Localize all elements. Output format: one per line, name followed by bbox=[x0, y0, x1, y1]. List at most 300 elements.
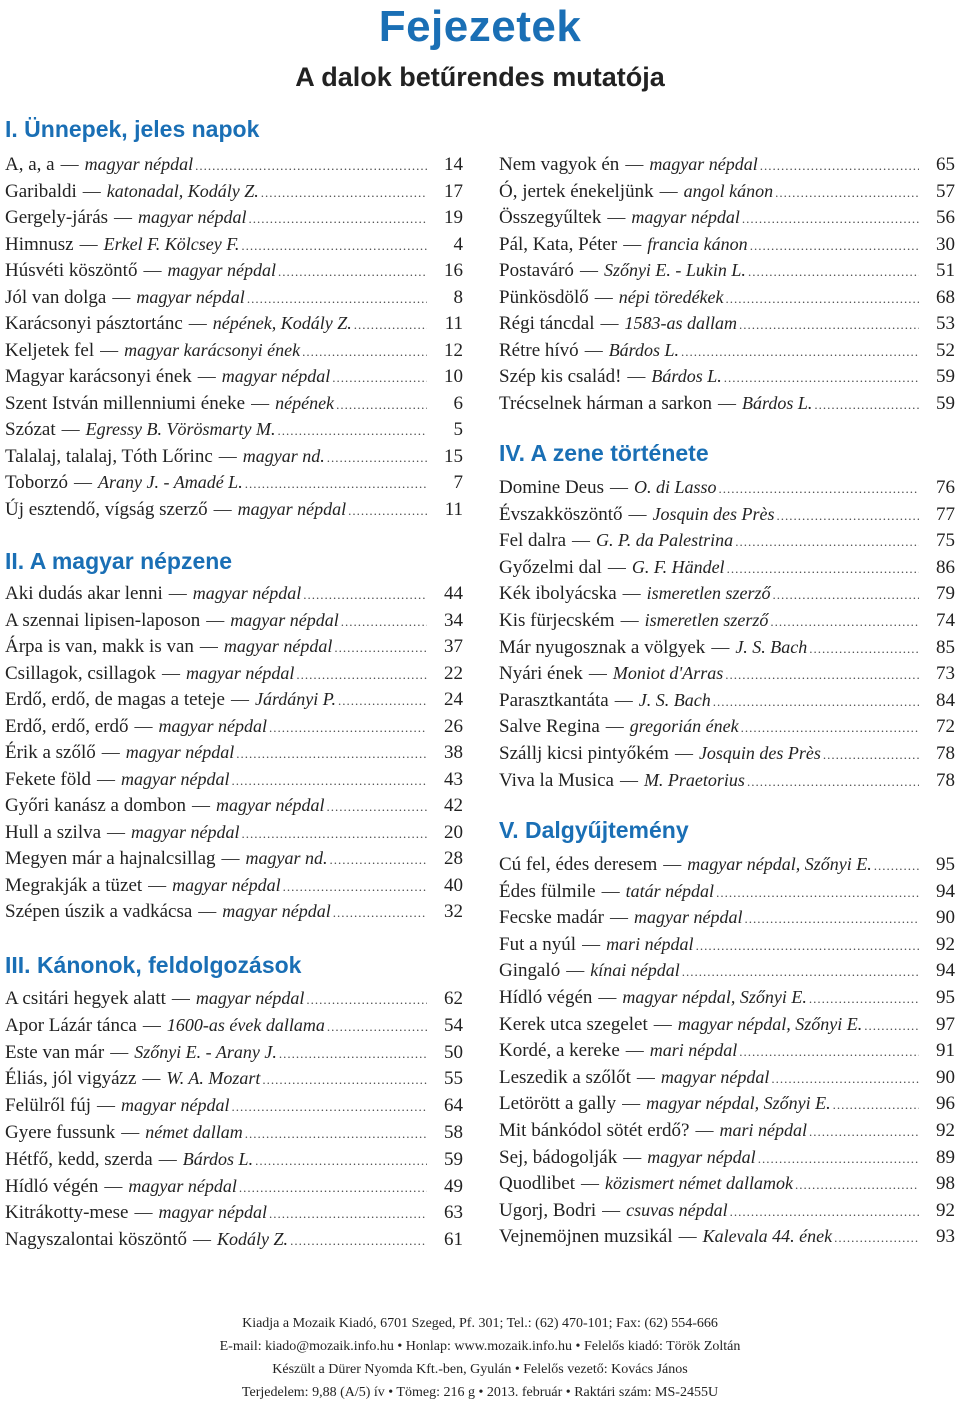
song-title: Postaváró bbox=[499, 260, 574, 281]
song-title: Fel dalra bbox=[499, 530, 567, 552]
page-number: 10 bbox=[444, 366, 463, 387]
dot-leader bbox=[247, 286, 427, 312]
page-number: 59 bbox=[936, 366, 955, 387]
song-entry bbox=[5, 416, 463, 442]
song-entry bbox=[499, 931, 955, 957]
song-entry bbox=[499, 904, 955, 930]
dot-leader bbox=[255, 1148, 427, 1174]
dot-leader bbox=[739, 312, 919, 338]
song-source: — J. S. Bach bbox=[615, 687, 711, 713]
song-entry bbox=[5, 792, 463, 818]
song-source: — J. S. Bach bbox=[711, 634, 807, 660]
song-entry bbox=[499, 1064, 955, 1090]
song-source: — tatár népdal bbox=[602, 878, 715, 904]
page-number: 5 bbox=[453, 419, 463, 440]
song-entry bbox=[5, 819, 463, 845]
song-entry bbox=[499, 634, 955, 660]
song-entry bbox=[499, 554, 955, 580]
song-title: Cú fel, édes deresem bbox=[499, 854, 658, 875]
song-source: — Kalevala 44. ének bbox=[679, 1223, 832, 1249]
page-number: 49 bbox=[444, 1175, 463, 1197]
dot-leader bbox=[327, 1014, 427, 1040]
page-number: 76 bbox=[936, 477, 955, 498]
song-source: — magyar népdal bbox=[214, 496, 346, 522]
page-number: 84 bbox=[936, 689, 955, 711]
page-number: 19 bbox=[444, 207, 463, 228]
dot-leader bbox=[326, 794, 427, 820]
page-number: 43 bbox=[444, 768, 463, 790]
dot-leader bbox=[741, 715, 919, 741]
song-entry bbox=[499, 1223, 955, 1249]
song-title: Fecske madár bbox=[499, 907, 604, 929]
dot-leader bbox=[748, 259, 919, 285]
song-title: Gyere fussunk bbox=[5, 1122, 116, 1143]
song-entry bbox=[5, 1119, 463, 1145]
song-title: Már nyugosznak a völgyek bbox=[499, 636, 706, 658]
song-source: — magyar népdal bbox=[143, 257, 275, 283]
song-source: — magyar népdal bbox=[200, 633, 332, 659]
song-entry bbox=[499, 660, 955, 686]
song-source: — mari népdal bbox=[626, 1037, 738, 1063]
song-title: Jól van dolga bbox=[5, 286, 107, 308]
page-number: 32 bbox=[444, 901, 463, 922]
song-entry bbox=[499, 957, 955, 983]
publisher-footer bbox=[0, 1312, 960, 1404]
dot-leader bbox=[302, 339, 427, 365]
song-entry bbox=[5, 310, 463, 336]
page-number: 96 bbox=[936, 1093, 955, 1115]
song-title: Győri kanász a dombon bbox=[5, 795, 186, 816]
song-entry bbox=[499, 1197, 955, 1223]
page-number: 42 bbox=[444, 795, 463, 816]
song-title: Összegyűltek bbox=[499, 207, 602, 228]
page-number: 54 bbox=[444, 1014, 463, 1036]
song-source: — Bárdos L. bbox=[585, 337, 679, 363]
song-entry bbox=[5, 469, 463, 495]
song-title: Szózat bbox=[5, 419, 56, 440]
song-source: — magyar népdal bbox=[206, 607, 338, 633]
dot-leader bbox=[727, 556, 919, 582]
page-number: 90 bbox=[936, 1066, 955, 1088]
song-title: Este van már bbox=[5, 1041, 105, 1063]
song-title: Fekete föld bbox=[5, 768, 92, 790]
page-number: 95 bbox=[936, 854, 955, 875]
dot-leader bbox=[795, 1172, 919, 1198]
dot-leader bbox=[269, 1201, 427, 1227]
song-title: Éliás, jól vigyázz bbox=[5, 1068, 137, 1090]
page-number: 53 bbox=[936, 313, 955, 334]
page-number: 14 bbox=[444, 154, 463, 175]
footer-line-contact: E-mail: kiado@mozaik.info.hu • Honlap: www.mozaik.info.hu • Felelős kiadó: Török Zoltán bbox=[219, 1339, 741, 1354]
song-entry bbox=[5, 607, 463, 633]
song-title: Gergely-járás bbox=[5, 207, 109, 228]
song-title: Rétre hívó bbox=[499, 339, 579, 361]
song-entry bbox=[499, 178, 955, 204]
song-title: Kerek utca szegelet bbox=[499, 1013, 648, 1035]
song-source: — magyar népdal, Szőnyi E. bbox=[622, 1090, 830, 1116]
song-title: Vejnemöjnen muzsikál bbox=[499, 1226, 673, 1248]
song-entry bbox=[5, 845, 463, 871]
song-title: Megrakják a tüzet bbox=[5, 874, 143, 896]
page-number: 94 bbox=[936, 880, 955, 902]
song-source: — népi töredékek bbox=[595, 284, 724, 310]
song-title: Viva la Musica bbox=[499, 769, 614, 791]
page-number: 20 bbox=[444, 821, 463, 843]
page-number: 61 bbox=[444, 1229, 463, 1251]
song-title: Ugorj, Bodri bbox=[499, 1199, 597, 1221]
dot-leader bbox=[747, 769, 919, 795]
song-title: Karácsonyi pásztortánc bbox=[5, 313, 183, 334]
dot-leader bbox=[750, 233, 919, 259]
song-entry bbox=[499, 878, 955, 904]
song-entry bbox=[5, 390, 463, 416]
song-source: — Erkel F. Kölcsey F. bbox=[80, 231, 240, 257]
song-title: Leszedik a szőlőt bbox=[499, 1066, 631, 1088]
song-title: A, a, a bbox=[5, 154, 55, 175]
song-title: Trécselnek hárman a sarkon bbox=[499, 392, 712, 414]
song-entry bbox=[499, 337, 955, 363]
song-entry bbox=[499, 363, 955, 389]
song-entry bbox=[499, 1117, 955, 1143]
page-number: 78 bbox=[936, 743, 955, 764]
page-title: Fejezetek bbox=[378, 2, 582, 51]
song-source: — magyar népdal bbox=[169, 580, 301, 606]
song-entry bbox=[499, 580, 955, 606]
song-entry bbox=[5, 284, 463, 310]
dot-leader bbox=[834, 1225, 919, 1251]
song-title: Nyári ének bbox=[499, 663, 583, 685]
page-number: 77 bbox=[936, 503, 955, 525]
dot-leader bbox=[758, 1146, 919, 1172]
dot-leader bbox=[681, 339, 919, 365]
song-entry bbox=[5, 257, 463, 283]
song-source: — G. P. da Palestrina bbox=[572, 527, 733, 553]
song-entry bbox=[499, 1144, 955, 1170]
song-title: Talalaj, talalaj, Tóth Lőrinc bbox=[5, 445, 213, 467]
song-source: — magyar népdal bbox=[112, 284, 244, 310]
dot-leader bbox=[341, 609, 427, 635]
song-entry bbox=[5, 231, 463, 257]
page-number: 57 bbox=[936, 180, 955, 202]
page-number: 64 bbox=[444, 1095, 463, 1117]
song-source: — Bárdos L. bbox=[159, 1146, 253, 1172]
song-source: — magyar népdal bbox=[114, 204, 246, 230]
dot-leader bbox=[232, 768, 428, 794]
page-number: 59 bbox=[936, 392, 955, 414]
song-entry bbox=[499, 501, 955, 527]
page-number: 37 bbox=[444, 636, 463, 657]
page-number: 93 bbox=[936, 1226, 955, 1248]
song-title: Fut a nyúl bbox=[499, 933, 577, 955]
song-entry bbox=[499, 390, 955, 416]
dot-leader bbox=[775, 180, 919, 206]
song-title: Kordé, a kereke bbox=[499, 1040, 620, 1062]
song-title: Új esztendő, vígság szerző bbox=[5, 498, 208, 520]
song-entry bbox=[5, 985, 463, 1011]
page-number: 92 bbox=[936, 933, 955, 955]
page-number: 92 bbox=[936, 1120, 955, 1141]
page-number: 79 bbox=[936, 583, 955, 605]
song-entry bbox=[5, 337, 463, 363]
song-title: Hétfő, kedd, szerda bbox=[5, 1148, 153, 1170]
page-number: 65 bbox=[936, 154, 955, 175]
song-source: — Kodály Z. bbox=[193, 1226, 288, 1252]
page-number: 62 bbox=[444, 988, 463, 1009]
dot-leader bbox=[334, 635, 427, 661]
song-source: — magyar népdal, Szőnyi E. bbox=[663, 851, 871, 877]
song-source: — Járdányi P. bbox=[231, 686, 336, 712]
song-entry bbox=[499, 231, 955, 257]
song-entry bbox=[499, 1170, 955, 1196]
song-title: Szépen úszik a vadkácsa bbox=[5, 901, 193, 922]
song-entry bbox=[499, 851, 955, 877]
song-title: Domine Deus bbox=[499, 477, 605, 498]
song-entry bbox=[499, 740, 955, 766]
song-title: Mit bánkódol sötét erdő? bbox=[499, 1120, 690, 1141]
page-number: 68 bbox=[936, 286, 955, 308]
song-source: — M. Praetorius bbox=[620, 767, 745, 793]
dot-leader bbox=[277, 418, 427, 444]
dot-leader bbox=[242, 821, 427, 847]
section-heading: I. Ünnepek, jeles napok bbox=[5, 116, 260, 142]
song-source: — magyar népdal bbox=[162, 660, 294, 686]
song-entry bbox=[499, 284, 955, 310]
page-number: 90 bbox=[936, 907, 955, 929]
song-title: Sej, bádogolják bbox=[499, 1146, 618, 1168]
song-source: — ismeretlen szerző bbox=[623, 580, 771, 606]
song-title: Garibaldi bbox=[5, 180, 77, 202]
song-source: — Szőnyi E. - Arany J. bbox=[110, 1039, 277, 1065]
footer-line-specs: Terjedelem: 9,88 (A/5) ív • Tömeg: 216 g • 2013. február • Raktári szám: MS-2455U bbox=[241, 1385, 719, 1400]
song-entry bbox=[499, 713, 955, 739]
song-source: — magyar népdal bbox=[192, 792, 324, 818]
song-source: — O. di Lasso bbox=[610, 474, 717, 500]
song-source: — magyar népdal bbox=[198, 898, 330, 924]
song-source: — magyar népdal bbox=[102, 739, 234, 765]
song-entry bbox=[5, 1173, 463, 1199]
song-source: — magyar nd. bbox=[222, 845, 328, 871]
song-title: Húsvéti köszöntő bbox=[5, 260, 138, 281]
song-title: Himnusz bbox=[5, 233, 74, 255]
page-number: 72 bbox=[936, 716, 955, 738]
song-entry bbox=[5, 1092, 463, 1118]
dot-leader bbox=[726, 286, 919, 312]
song-title: Pál, Kata, Péter bbox=[499, 233, 618, 255]
song-title: Érik a szőlő bbox=[5, 742, 96, 763]
dot-leader bbox=[713, 689, 919, 715]
song-entry bbox=[5, 1146, 463, 1172]
song-entry bbox=[499, 204, 955, 230]
song-source: — népének, Kodály Z. bbox=[189, 310, 352, 336]
dot-leader bbox=[249, 206, 427, 232]
page-number: 78 bbox=[936, 769, 955, 791]
song-source: — 1583-as dallam bbox=[601, 310, 738, 336]
section-heading: IV. A zene története bbox=[499, 440, 709, 466]
dot-leader bbox=[696, 933, 919, 959]
dot-leader bbox=[330, 847, 427, 873]
page-number: 91 bbox=[936, 1040, 955, 1062]
page-number: 8 bbox=[453, 286, 463, 308]
song-entry bbox=[5, 1012, 463, 1038]
page-number: 24 bbox=[444, 689, 463, 710]
footer-line-printer: Készült a Dürer Nyomda Kft.-ben, Gyulán • Felelős vezető: Kovács János bbox=[272, 1362, 688, 1377]
song-title: Hídló végén bbox=[499, 987, 593, 1008]
song-source: — G. F. Händel bbox=[608, 554, 725, 580]
page-subtitle: A dalok betűrendes mutatója bbox=[295, 62, 665, 92]
song-title: Apor Lázár tánca bbox=[5, 1014, 137, 1036]
song-title: Magyar karácsonyi ének bbox=[5, 366, 192, 387]
dot-leader bbox=[336, 392, 427, 418]
song-entry bbox=[499, 607, 955, 633]
dot-leader bbox=[814, 392, 919, 418]
page-number: 6 bbox=[453, 392, 463, 414]
page-number: 16 bbox=[444, 260, 463, 281]
song-entry bbox=[5, 872, 463, 898]
dot-leader bbox=[279, 1041, 427, 1067]
song-entry bbox=[499, 767, 955, 793]
song-source: — magyar népdal bbox=[104, 1173, 236, 1199]
song-entry bbox=[499, 984, 955, 1010]
page-number: 26 bbox=[444, 715, 463, 737]
song-title: Megyen már a hajnalcsillag bbox=[5, 848, 216, 869]
song-source: — népének bbox=[251, 390, 334, 416]
dot-leader bbox=[296, 662, 427, 688]
song-title: Parasztkantáta bbox=[499, 689, 609, 711]
song-entry bbox=[5, 1065, 463, 1091]
song-entry bbox=[499, 527, 955, 553]
page-number: 34 bbox=[444, 609, 463, 631]
dot-leader bbox=[833, 1092, 919, 1118]
section-heading: II. A magyar népzene bbox=[5, 548, 233, 574]
song-source: — mari népdal bbox=[696, 1117, 808, 1143]
song-title: Letörött a gally bbox=[499, 1093, 617, 1115]
song-title: Kék ibolyácska bbox=[499, 583, 617, 605]
dot-leader bbox=[735, 529, 919, 555]
dot-leader bbox=[874, 853, 919, 879]
dot-leader bbox=[864, 1013, 919, 1039]
song-entry bbox=[5, 1039, 463, 1065]
song-source: — magyar népdal bbox=[610, 904, 742, 930]
song-title: Árpa is van, makk is van bbox=[5, 636, 194, 657]
dot-leader bbox=[303, 582, 427, 608]
page-number: 98 bbox=[936, 1173, 955, 1195]
dot-leader bbox=[278, 259, 427, 285]
song-source: — Josquin des Près bbox=[628, 501, 774, 527]
dot-leader bbox=[742, 206, 919, 232]
song-source: — Arany J. - Amadé L. bbox=[74, 469, 243, 495]
song-entry bbox=[5, 363, 463, 389]
song-title: Kitrákotty-mese bbox=[5, 1202, 129, 1224]
page-number: 17 bbox=[444, 180, 463, 202]
song-entry bbox=[499, 687, 955, 713]
song-source: — közismert német dallamok bbox=[581, 1170, 793, 1196]
dot-leader bbox=[809, 986, 919, 1012]
page-number: 89 bbox=[936, 1146, 955, 1168]
dot-leader bbox=[724, 365, 919, 391]
footer-line-publisher: Kiadja a Mozaik Kiadó, 6701 Szeged, Pf. 301; Tel.: (62) 470-101; Fax: (62) 554-666 bbox=[242, 1316, 718, 1331]
song-source: — angol kánon bbox=[660, 178, 774, 204]
song-source: — magyar népdal bbox=[637, 1064, 769, 1090]
page-number: 85 bbox=[936, 636, 955, 658]
dot-leader bbox=[682, 959, 919, 985]
song-title: Quodlibet bbox=[499, 1173, 575, 1195]
dot-leader bbox=[730, 1199, 919, 1225]
song-source: — Josquin des Près bbox=[675, 740, 821, 766]
page-number: 95 bbox=[936, 987, 955, 1008]
song-source: — magyar népdal bbox=[97, 766, 229, 792]
song-source: — magyar népdal bbox=[623, 1144, 755, 1170]
page-number: 12 bbox=[444, 339, 463, 361]
dot-leader bbox=[772, 582, 919, 608]
song-title: Felülről fúj bbox=[5, 1095, 92, 1117]
dot-leader bbox=[719, 476, 919, 502]
song-entry bbox=[5, 580, 463, 606]
song-title: Erdő, erdő, de magas a teteje bbox=[5, 689, 225, 710]
song-title: Aki dudás akar lenni bbox=[5, 583, 163, 604]
dot-leader bbox=[245, 471, 427, 497]
page-number: 74 bbox=[936, 610, 955, 631]
song-entry bbox=[5, 660, 463, 686]
song-source: — 1600-as évek dallama bbox=[143, 1012, 325, 1038]
song-entry bbox=[5, 739, 463, 765]
song-title: Hull a szilva bbox=[5, 821, 102, 843]
song-entry bbox=[499, 474, 955, 500]
song-source: — magyar nd. bbox=[219, 443, 325, 469]
page-number: 4 bbox=[453, 233, 463, 255]
song-title: Édes fülmile bbox=[499, 880, 596, 902]
section-heading: V. Dalgyűjtemény bbox=[499, 817, 689, 843]
dot-leader bbox=[306, 987, 427, 1013]
page-number: 40 bbox=[444, 874, 463, 896]
page-number: 52 bbox=[936, 339, 955, 361]
dot-leader bbox=[716, 880, 919, 906]
dot-leader bbox=[760, 153, 919, 179]
song-title: Kis fürjecském bbox=[499, 610, 615, 631]
song-title: Évszakköszöntő bbox=[499, 503, 623, 525]
song-source: — magyar népdal bbox=[148, 872, 280, 898]
song-entry bbox=[499, 151, 955, 177]
dot-leader bbox=[348, 498, 427, 524]
song-entry bbox=[5, 204, 463, 230]
song-entry bbox=[5, 686, 463, 712]
page-number: 59 bbox=[444, 1148, 463, 1170]
dot-leader bbox=[333, 900, 427, 926]
dot-leader bbox=[338, 688, 427, 714]
song-entry bbox=[5, 443, 463, 469]
page-number: 97 bbox=[936, 1013, 955, 1035]
song-source: — magyar népdal bbox=[198, 363, 330, 389]
song-entry bbox=[5, 713, 463, 739]
song-source: — magyar népdal bbox=[134, 1199, 266, 1225]
page-number: 11 bbox=[444, 313, 463, 334]
song-entry bbox=[499, 1090, 955, 1116]
song-source: — magyar népdal bbox=[134, 713, 266, 739]
song-title: Szent István millenniumi éneke bbox=[5, 392, 246, 414]
page-number: 38 bbox=[444, 742, 463, 763]
song-title: Nem vagyok én bbox=[499, 154, 620, 175]
dot-leader bbox=[332, 365, 427, 391]
song-source: — magyar népdal bbox=[97, 1092, 229, 1118]
dot-leader bbox=[327, 445, 427, 471]
page-number: 11 bbox=[444, 498, 463, 520]
song-source: — Moniot d'Arras bbox=[589, 660, 723, 686]
song-source: — magyar népdal, Szőnyi E. bbox=[654, 1011, 862, 1037]
dot-leader bbox=[232, 1094, 427, 1120]
page-number: 50 bbox=[444, 1041, 463, 1063]
song-source: — magyar népdal bbox=[61, 151, 193, 177]
song-source: — Szőnyi E. - Lukin L. bbox=[580, 257, 746, 283]
song-title: Keljetek fel bbox=[5, 339, 95, 361]
